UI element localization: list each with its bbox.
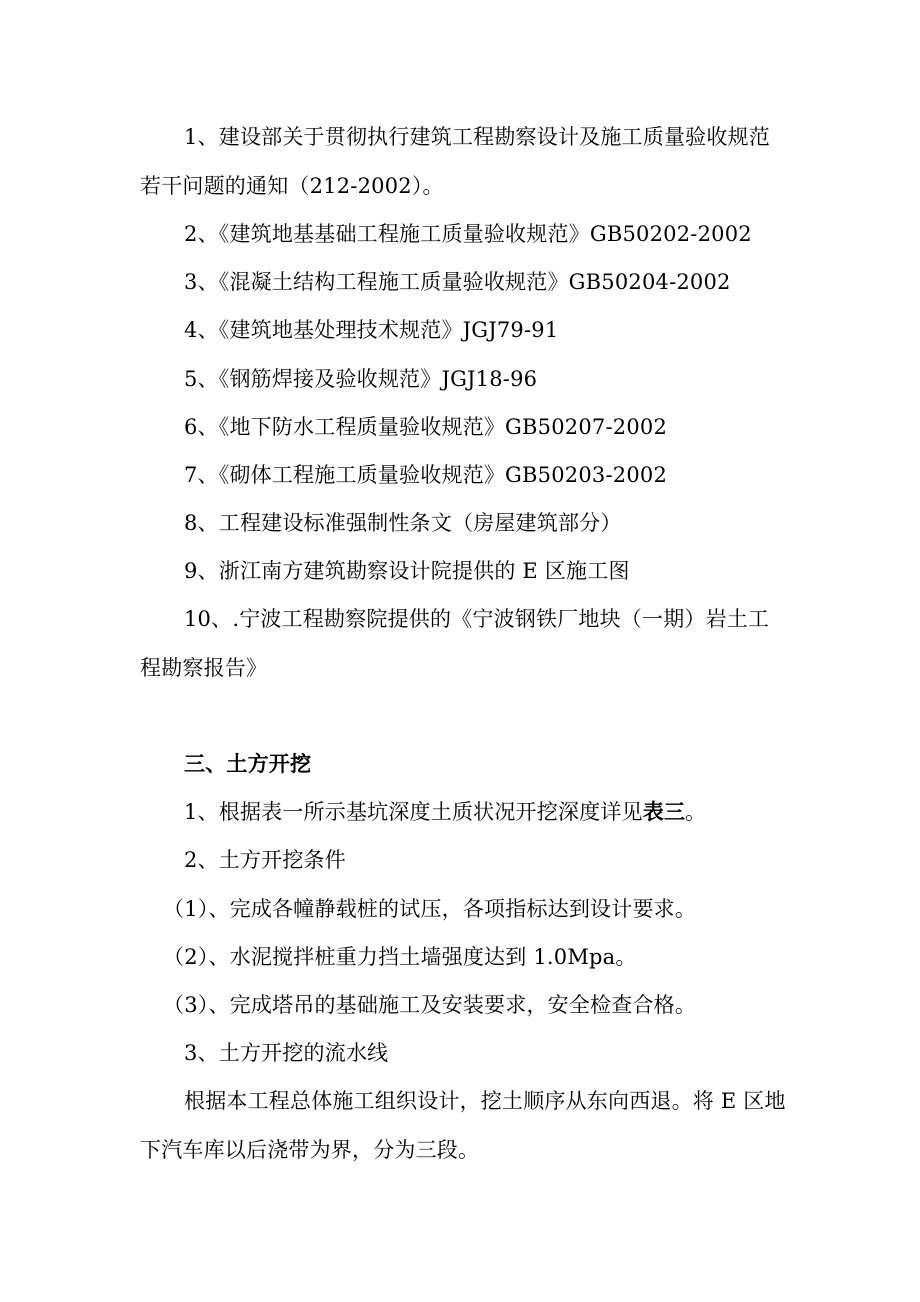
section-item-1-end: 。 bbox=[685, 800, 707, 824]
condition-3: （3）、完成塔吊的基础施工及安装要求，安全检查合格。 bbox=[163, 993, 697, 1017]
reference-item-10-line-2: 程勘察报告》 bbox=[140, 656, 268, 680]
section-item-3: 3、土方开挖的流水线 bbox=[184, 1041, 389, 1065]
reference-item-1-line-1: 1、建设部关于贯彻执行建筑工程勘察设计及施工质量验收规范 bbox=[184, 125, 770, 149]
reference-item-9: 9、浙江南方建筑勘察设计院提供的 E 区施工图 bbox=[184, 559, 630, 583]
table-reference: 表三 bbox=[642, 799, 686, 824]
section-item-1 bbox=[184, 799, 706, 825]
condition-2: （2）、水泥搅拌桩重力挡土墙强度达到 1.0Mpa。 bbox=[163, 945, 637, 969]
reference-item-2: 2、《建筑地基基础工程施工质量验收规范》GB50202-2002 bbox=[184, 222, 752, 246]
reference-item-4: 4、《建筑地基处理技术规范》JGJ79-91 bbox=[184, 318, 559, 342]
reference-item-5: 5、《钢筋焊接及验收规范》JGJ18-96 bbox=[184, 367, 538, 391]
section-heading: 三、土方开挖 bbox=[184, 751, 312, 776]
section-item-2: 2、土方开挖条件 bbox=[184, 848, 346, 872]
reference-item-6: 6、《地下防水工程质量验收规范》GB50207-2002 bbox=[184, 415, 668, 439]
reference-item-7: 7、《砌体工程施工质量验收规范》GB50203-2002 bbox=[184, 463, 668, 487]
paragraph-line-2: 下汽车库以后浇带为界，分为三段。 bbox=[140, 1138, 480, 1162]
condition-1: （1）、完成各幢静载桩的试压，各项指标达到设计要求。 bbox=[163, 897, 697, 921]
reference-item-1-line-2: 若干问题的通知（212-2002）。 bbox=[140, 174, 444, 198]
paragraph-line-1: 根据本工程总体施工组织设计，挖土顺序从东向西退。将 E 区地 bbox=[184, 1089, 786, 1113]
reference-item-3: 3、《混凝土结构工程施工质量验收规范》GB50204-2002 bbox=[184, 270, 731, 294]
reference-item-8: 8、工程建设标准强制性条文（房屋建筑部分） bbox=[184, 511, 622, 535]
reference-item-10-line-1: 10、.宁波工程勘察院提供的《宁波钢铁厂地块（一期）岩土工 bbox=[184, 607, 770, 631]
section-item-1-text: 1、根据表一所示基坑深度土质状况开挖深度详见 bbox=[184, 800, 643, 824]
